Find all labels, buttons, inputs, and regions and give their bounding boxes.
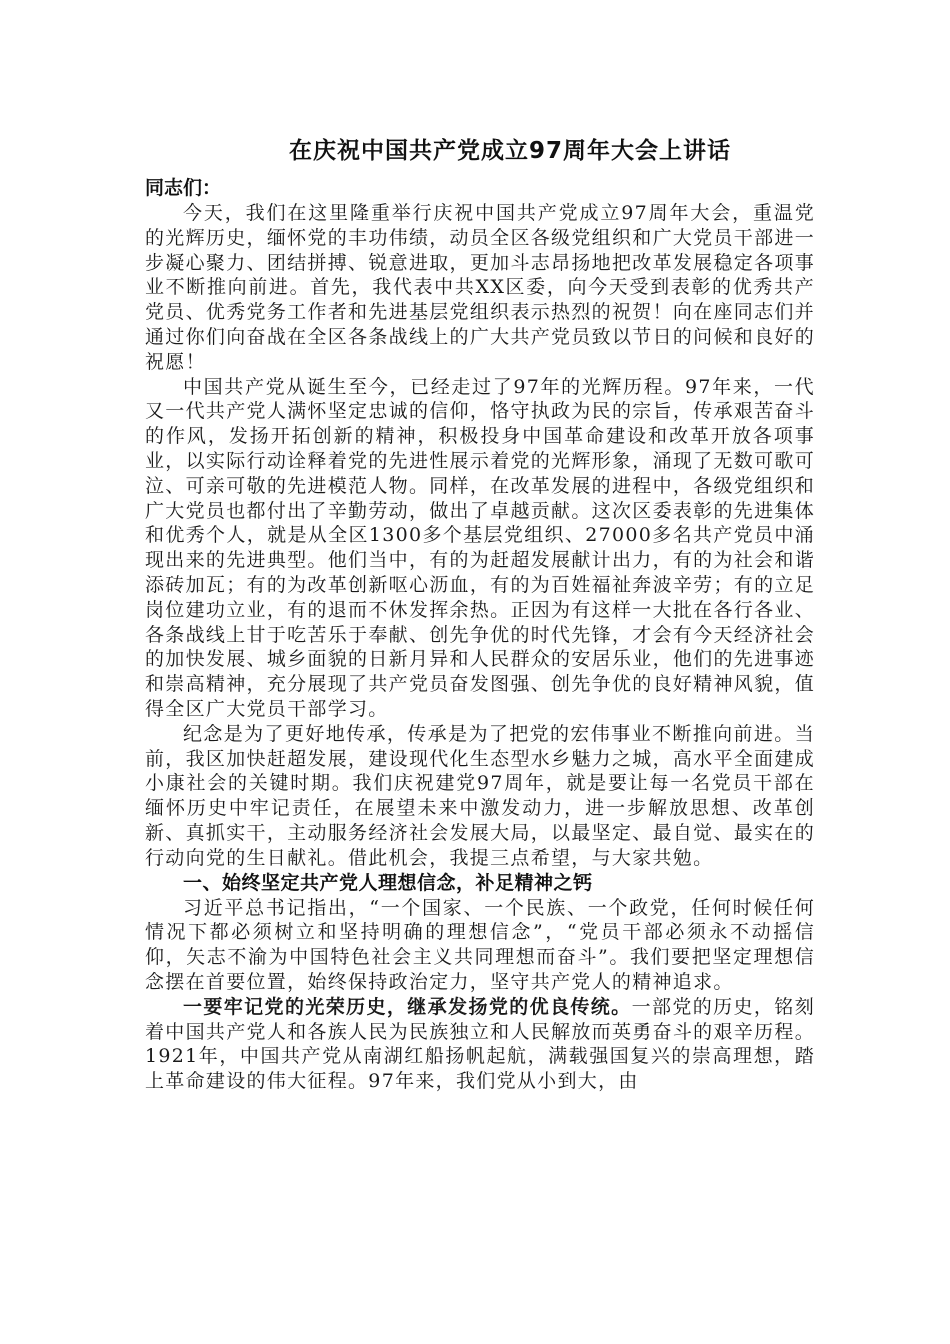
paragraph-commemoration: 纪念是为了更好地传承，传承是为了把党的宏伟事业不断推向前进。当前，我区加快赶超发展，建设现代化生态型水乡魅力之城，高水平全面建成小康社会的关键时期。我们庆祝建党97周年，就是要让每一名党员干部在缅怀历史中牢记责任，在展望未来中激发动力，进一步解放思想、改革创新、真抓实干，主动服务经济社会发展大局，以最坚定、最自觉、最实在的行动向党的生日献礼。借此机会，我提三点希望，与大家共勉。 <box>145 722 815 869</box>
paragraph-lead-sentence: 一要牢记党的光荣历史，继承发扬党的优良传统。 <box>183 995 632 1018</box>
paragraph-glorious-history <box>145 995 815 1094</box>
paragraph-opening: 今天，我们在这里隆重举行庆祝中国共产党成立97周年大会，重温党的光辉历史，缅怀党的丰功伟绩，动员全区各级党组织和广大党员干部进一步凝心聚力、团结拼搏、锐意进取，更加斗志昂扬地把改革发展稳定各项事业不断推向前进。首先，我代表中共XX区委，向今天受到表彰的优秀共产党员、优秀党务工作者和先进基层党组织表示热烈的祝贺！向在座同志们并通过你们向奋战在全区各条战线上的广大共产党员致以节日的问候和良好的祝愿！ <box>145 202 815 373</box>
salutation: 同志们： <box>145 177 222 199</box>
document-body <box>145 134 815 1094</box>
paragraph-history: 中国共产党从诞生至今，已经走过了97年的光辉历程。97年来，一代又一代共产党人满怀坚定忠诚的信仰，恪守执政为民的宗旨，传承艰苦奋斗的作风，发扬开拓创新的精神，积极投身中国革命建设和改革开放各项事业，以实际行动诠释着党的先进性展示着党的光辉形象，涌现了无数可歌可泣、可亲可敬的先进模范人物。同样，在改革发展的进程中，各级党组织和广大党员也都付出了辛勤劳动，做出了卓越贡献。这次区委表彰的先进集体和优秀个人，就是从全区1300多个基层党组织、27000多名共产党员中涌现出来的先进典型。他们当中，有的为赶超发展献计出力，有的为社会和谐添砖加瓦；有的为改革创新呕心沥血，有的为百姓福祉奔波辛劳；有的立足岗位建功立业，有的退而不休发挥余热。正因为有这样一大批在各行各业、各条战线上甘于吃苦乐于奉献、创先争优的时代先锋，才会有今天经济社会的加快发展、城乡面貌的日新月异和人民群众的安居乐业，他们的先进事迹和崇高精神，充分展现了共产党员奋发图强、创先争优的良好精神风貌，值得全区广大党员干部学习。 <box>145 375 815 720</box>
paragraph-ideals: 习近平总书记指出，“一个国家、一个民族、一个政党，任何时候任何情况下都必须树立和坚持明确的理想信念”，“党员干部必须永不动摇信仰，矢志不渝为中国特色社会主义共同理想而奋斗”。我们要把坚定理想信念摆在首要位置，始终保持政治定力，坚守共产党人的精神追求。 <box>145 896 815 993</box>
document-title: 在庆祝中国共产党成立97周年大会上讲话 <box>288 138 731 164</box>
paragraph-body-text: 一部党的历史，铭刻着中国共产党人和各族人民为民族独立和人民解放而英勇奋斗的艰辛历程。1921年，中国共产党从南湖红船扬帆起航，满载强国复兴的崇高理想，踏上革命建设的伟大征程。97年来，我们党从小到大，由 <box>145 995 815 1093</box>
section-heading-1: 一、始终坚定共产党人理想信念，补足精神之钙 <box>183 871 593 894</box>
